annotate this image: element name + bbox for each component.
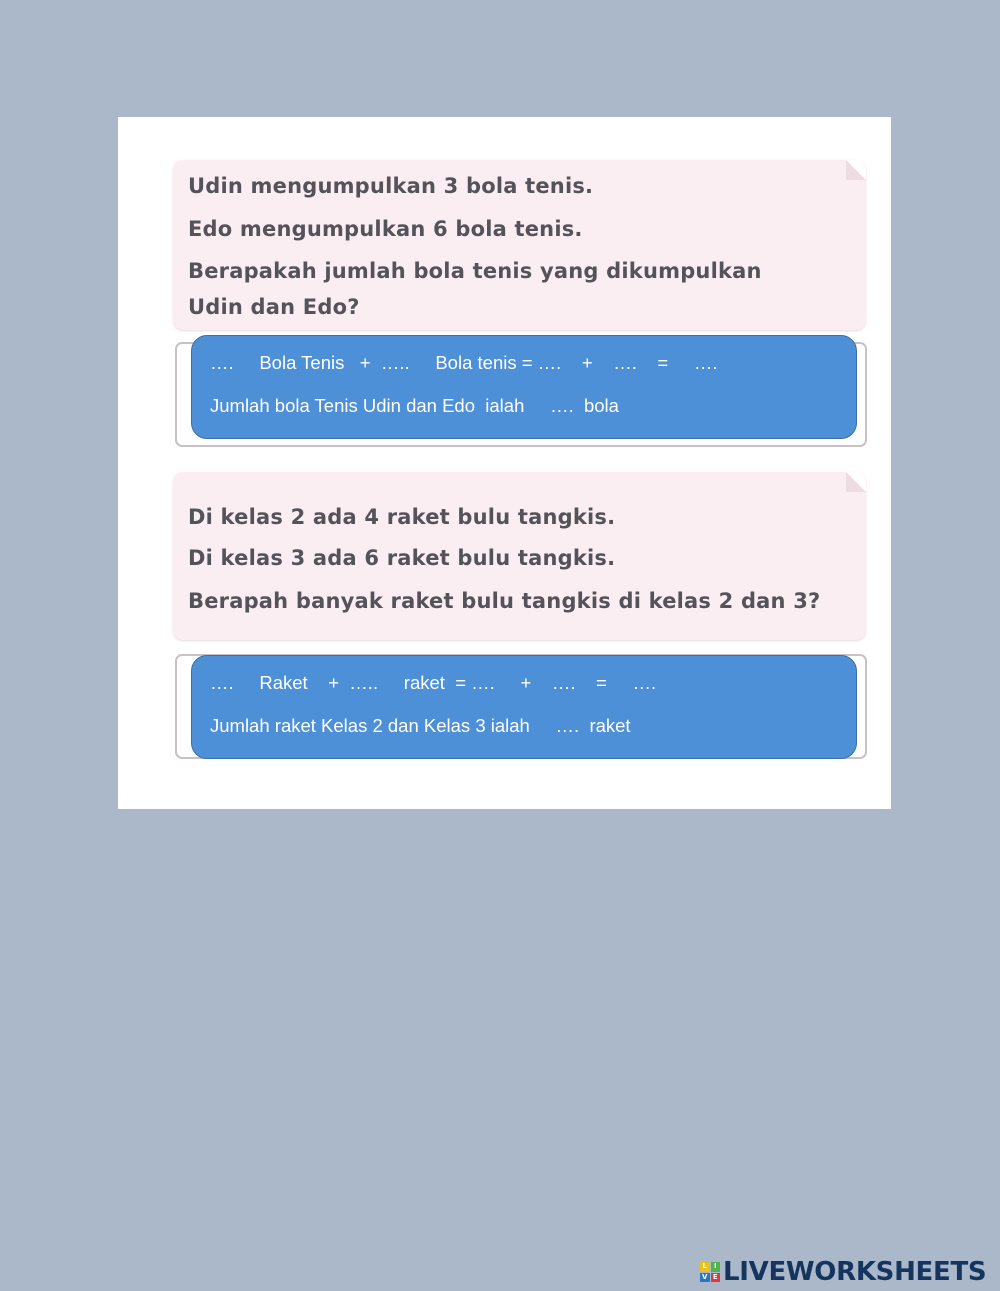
problem-1-answer-box[interactable] — [191, 335, 857, 439]
logo-letter-i: I — [711, 1262, 721, 1272]
problem-2-answer-box[interactable] — [191, 655, 857, 759]
problem-1-line-2: Edo mengumpulkan 6 bola tenis. — [188, 217, 583, 241]
problem-2-card — [173, 472, 866, 640]
problem-2-answer-sentence: Jumlah raket Kelas 2 dan Kelas 3 ialah …. raket — [210, 715, 631, 736]
logo-letter-e: E — [711, 1273, 721, 1283]
problem-1-line-3: Berapakah jumlah bola tenis yang dikumpulkan — [188, 259, 762, 283]
problem-2-line-2: Di kelas 3 ada 6 raket bulu tangkis. — [188, 546, 616, 570]
problem-1-answer-sentence: Jumlah bola Tenis Udin dan Edo ialah …. bola — [210, 395, 619, 416]
problem-1-line-1: Udin mengumpulkan 3 bola tenis. — [188, 174, 594, 198]
logo-letter-v: V — [700, 1273, 710, 1283]
logo-letter-l: L — [700, 1262, 710, 1272]
problem-1-equation: …. Bola Tenis + ….. Bola tenis = …. + …. = …. — [210, 352, 718, 373]
liveworksheets-wordmark: LIVEWORKSHEETS — [723, 1257, 987, 1287]
worksheet-page — [118, 117, 891, 809]
problem-2-line-1: Di kelas 2 ada 4 raket bulu tangkis. — [188, 505, 616, 529]
problem-2-equation: …. Raket + ….. raket = …. + …. = …. — [210, 672, 657, 693]
problem-1-card — [173, 160, 866, 330]
liveworksheets-logo-icon — [700, 1262, 720, 1282]
problem-2-line-3: Berapah banyak raket bulu tangkis di kelas 2 dan 3? — [188, 589, 821, 613]
liveworksheets-logo — [700, 1259, 986, 1285]
problem-1-line-4: Udin dan Edo? — [188, 295, 360, 319]
